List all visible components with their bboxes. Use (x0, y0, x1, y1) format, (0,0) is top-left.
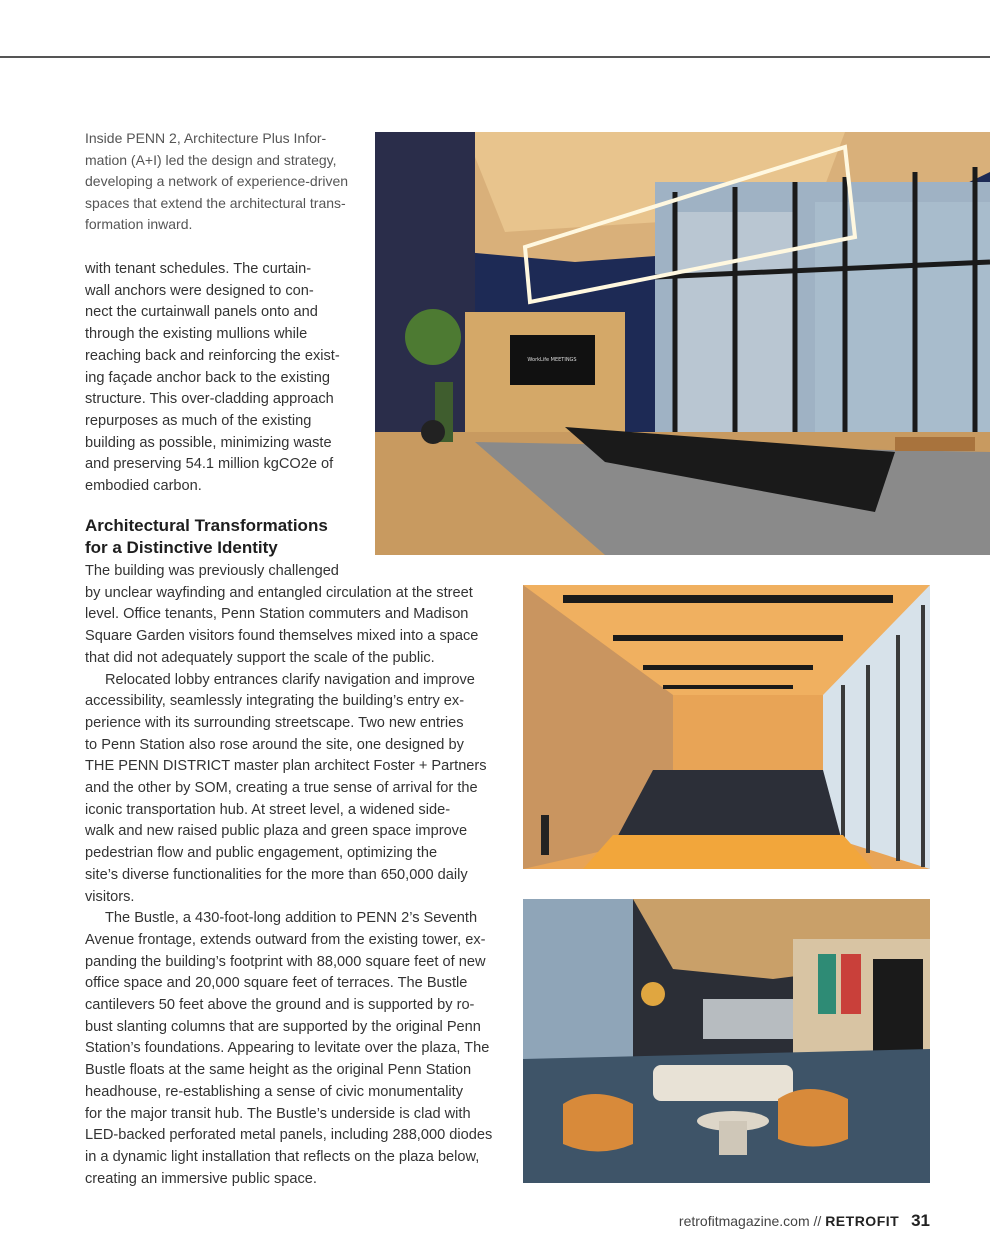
body-line: headhouse, re-establishing a sense of civic monumentality (85, 1083, 464, 1100)
body-line: iconic transportation hub. At street level, a widened side- (85, 801, 451, 818)
body-line: office space and 20,000 square feet of terraces. The Bustle (85, 975, 468, 992)
body-line: and preserving 54.1 million kgCO2e of (85, 456, 334, 473)
body-line: Station’s foundations. Appearing to levitate over the plaza, The (85, 1040, 490, 1057)
body-line: and the other by SOM, creating a true sense of arrival for the (85, 780, 478, 797)
caption-line: Inside PENN 2, Architecture Plus Infor- (85, 130, 327, 146)
caption-line: mation (A+I) led the design and strategy, (85, 151, 337, 168)
body-line: Square Garden visitors found themselves mixed into a space (85, 628, 479, 645)
body-line: Relocated lobby entrances clarify navigation and improve (105, 671, 475, 688)
body-line: accessibility, seamlessly integrating the building’s entry ex- (85, 693, 465, 710)
body-column-1 (85, 259, 355, 498)
body-line: ing façade anchor back to the existing (85, 369, 331, 386)
body-line: level. Office tenants, Penn Station commuters and Madison (85, 606, 469, 623)
heading-line: Architectural Transformations (85, 516, 328, 535)
body-line: bust slanting columns that are supported by the original Penn (85, 1018, 481, 1035)
body-line: in a dynamic light installation that reflects on the plaza below, (85, 1148, 480, 1165)
body-line: that did not adequately support the scale of the public. (85, 649, 435, 666)
body-line: to Penn Station also rose around the site, one designed by (85, 736, 464, 753)
body-line: reaching back and reinforcing the exist- (85, 347, 340, 364)
page-footer (679, 1211, 930, 1231)
body-line: nect the curtainwall panels onto and (85, 304, 318, 321)
body-line: building as possible, minimizing waste (85, 434, 332, 451)
body-line: The Bustle, a 430-foot-long addition to PENN 2’s Seventh (105, 910, 478, 927)
body-line: site’s diverse functionalities for the more than 650,000 daily (85, 866, 468, 883)
screen-label: WorkLife MEETINGS (527, 357, 577, 363)
caption-line: formation inward. (85, 216, 193, 233)
body-line: structure. This over-cladding approach (85, 391, 334, 408)
footer-brand: RETROFIT (825, 1213, 900, 1229)
body-line: The building was previously challenged (85, 563, 339, 579)
top-rule (0, 56, 990, 58)
body-line: by unclear wayfinding and entangled circulation at the street (85, 584, 473, 601)
body-line: walk and new raised public plaza and green space improve (85, 823, 468, 840)
heading-line: for a Distinctive Identity (85, 538, 278, 557)
body-line: Avenue frontage, extends outward from the existing tower, ex- (85, 931, 486, 948)
body-line: embodied carbon. (85, 478, 202, 495)
body-line: for the major transit hub. The Bustle’s underside is clad with (85, 1105, 471, 1122)
caption-line: spaces that extend the architectural trans- (85, 194, 346, 211)
body-line: LED-backed perforated metal panels, including 288,000 diodes (85, 1127, 493, 1144)
body-line: pedestrian flow and public engagement, optimizing the (85, 845, 438, 862)
body-line: Bustle floats at the same height as the original Penn Station (85, 1062, 472, 1079)
photo-auditorium (523, 585, 930, 869)
body-line: perience with its surrounding streetscape. Two new entries (85, 714, 464, 731)
body-line: THE PENN DISTRICT master plan architect Foster + Partners (85, 758, 487, 775)
body-line: through the existing mullions while (85, 326, 308, 343)
body-line: wall anchors were designed to con- (85, 282, 314, 299)
footer-site: retrofitmagazine.com // (678, 1213, 822, 1229)
caption-line: developing a network of experience-driven (85, 173, 349, 190)
body-line: with tenant schedules. The curtain- (85, 261, 312, 277)
body-line: repurposes as much of the existing (85, 412, 312, 429)
photo-conference-room (375, 132, 990, 555)
page-number: 31 (911, 1211, 930, 1230)
body-line: cantilevers 50 feet above the ground and is supported by ro- (85, 997, 475, 1014)
photo-caption (85, 128, 349, 236)
photo-lounge (523, 899, 930, 1183)
body-column-2 (85, 561, 505, 1190)
body-line: creating an immersive public space. (85, 1170, 317, 1187)
body-line: panding the building’s footprint with 88,000 square feet of new (85, 953, 486, 970)
section-heading (85, 515, 355, 559)
body-line: visitors. (85, 888, 135, 905)
